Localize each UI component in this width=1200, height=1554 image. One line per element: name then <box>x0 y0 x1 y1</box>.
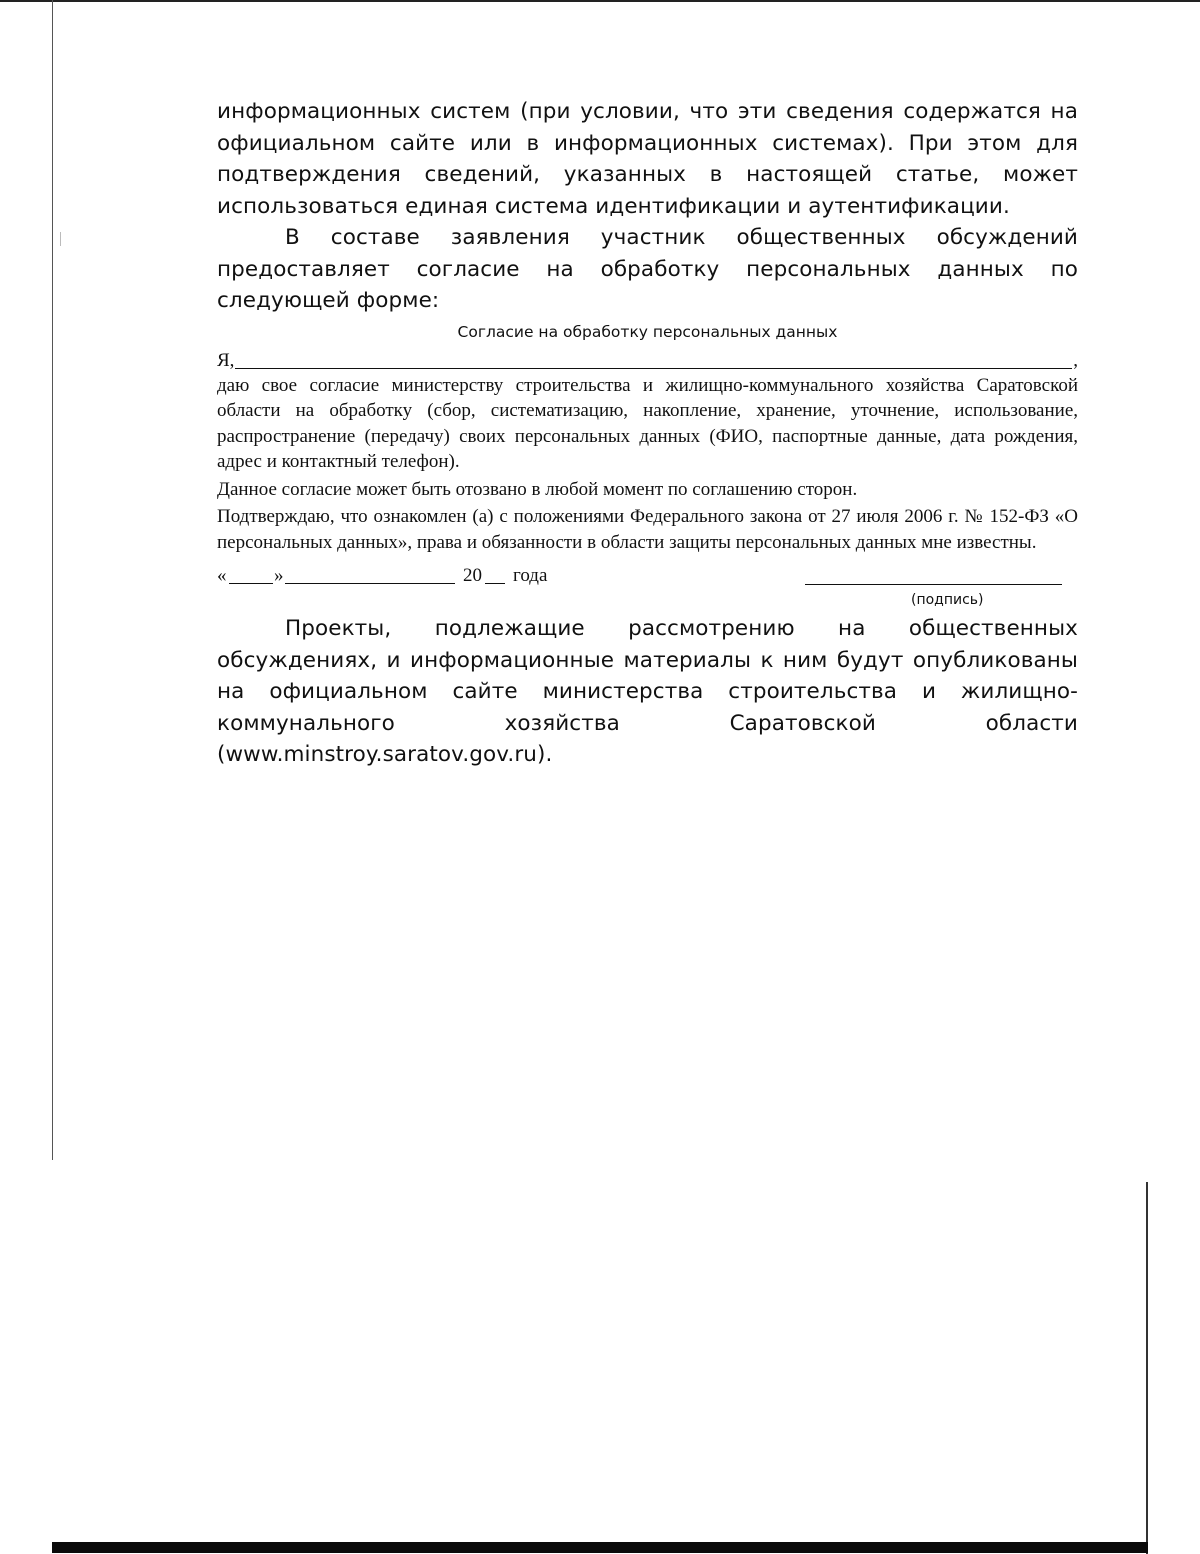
consent-date-row <box>217 561 1078 589</box>
consent-form-title: Согласие на обработку персональных данных <box>457 322 838 341</box>
date-year-prefix: 20 <box>463 565 482 586</box>
paragraph-projects: Проекты, подлежащие рассмотрению на общественных обсуждениях, и информационные материалы к ним будут опубликованы на официальном сайте министерства строительства и жилищно-коммунального хозяйства Саратовской области (www.minstroy.saratov.gov.ru). <box>217 616 1078 767</box>
scan-border-bottom <box>52 1542 1148 1553</box>
document-body <box>217 96 1078 771</box>
paragraph-consent-intro: В составе заявления участник общественных обсуждений предоставляет согласие на обработку персональных данных по следующей форме: <box>217 225 1078 313</box>
month-blank-line <box>285 583 455 584</box>
scan-border-top <box>0 0 1200 2</box>
consent-text-revoke: Данное согласие может быть отозвано в любой момент по соглашению сторон. <box>217 478 858 500</box>
name-prefix: Я, <box>217 349 235 371</box>
scan-border-left <box>52 0 53 1160</box>
paragraph-continuation: информационных систем (при условии, что эти сведения содержатся на официальном сайте или в информационных системах). При этом для подтверждения сведений, указанных в настоящей статье, может использоваться единая система идентификации и аутентификации. <box>217 99 1078 219</box>
name-suffix: , <box>1073 349 1078 371</box>
date-close-quote: » <box>274 565 284 586</box>
date-year-suffix: года <box>513 565 548 586</box>
date-open-quote: « <box>217 565 227 586</box>
signature-blank-line <box>805 584 1062 585</box>
consent-text-confirm: Подтверждаю, что ознакомлен (а) с положениями Федерального закона от 27 июля 2006 г. № 152-ФЗ «О персональных данных», права и обязанности в области защиты персональных данных мне известны. <box>217 506 1078 553</box>
scan-artifact <box>60 232 61 246</box>
scan-border-right <box>1146 1182 1148 1554</box>
name-blank-line <box>235 348 1072 369</box>
signature-caption: (подпись) <box>911 592 984 608</box>
day-blank-line <box>229 583 273 584</box>
consent-text-main: даю свое согласие министерству строительства и жилищно-коммунального хозяйства Саратовской области на обработку (сбор, систематизацию, накопление, хранение, уточнение, использование, распространение (передачу) своих персональных данных (ФИО, паспортные данные, дата рождения, адрес и контактный телефон). <box>217 374 1078 472</box>
consent-name-row <box>217 347 1078 373</box>
year-blank-line <box>485 583 505 584</box>
